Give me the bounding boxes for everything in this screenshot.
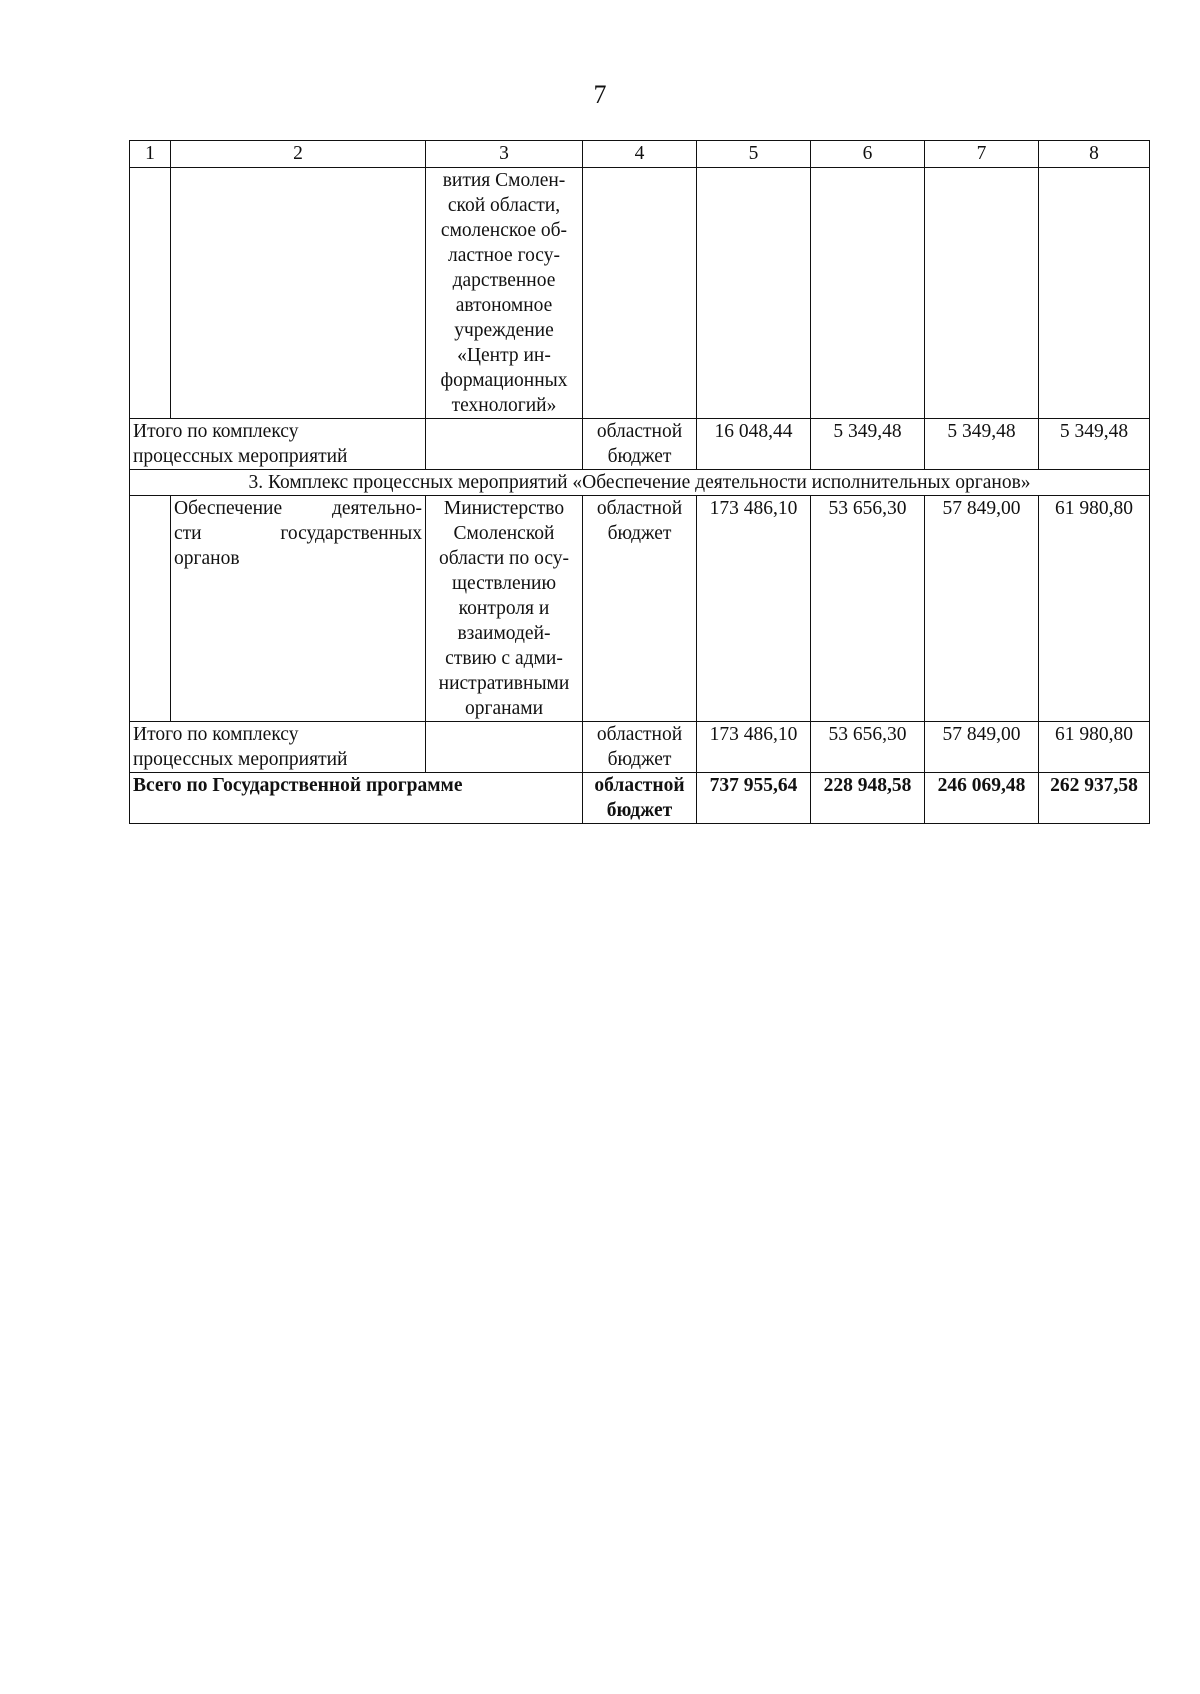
executor-line: контроля и <box>458 598 550 619</box>
executor-line: ской области, <box>447 195 561 216</box>
executor-line: формационных <box>440 370 568 391</box>
funding-source: областной бюджет <box>583 496 697 722</box>
column-number: 6 <box>811 141 925 168</box>
value-year-2: 5 349,48 <box>925 419 1039 470</box>
executor-cell <box>426 496 583 722</box>
executor-line: взаимодей- <box>457 623 551 644</box>
executor-line: Смоленской <box>453 523 555 544</box>
subtotal-label: Итого по комплексу процессных мероприятий <box>130 419 426 470</box>
column-number: 2 <box>171 141 426 168</box>
executor-line: смоленское об- <box>440 220 568 241</box>
executor-line: дарственное <box>452 270 556 291</box>
subtotal-label: Итого по комплексу процессных мероприятий <box>130 722 426 773</box>
grand-total-label: Всего по Государственной программе <box>130 773 583 824</box>
value-year-2: 246 069,48 <box>925 773 1039 824</box>
executor-line: автономное <box>455 295 553 316</box>
column-number: 1 <box>130 141 171 168</box>
section-heading-row <box>130 470 1150 496</box>
value-total: 737 955,64 <box>697 773 811 824</box>
column-number: 5 <box>697 141 811 168</box>
executor-line: технологий» <box>451 395 557 416</box>
value-total: 173 486,10 <box>697 722 811 773</box>
value-year-3: 61 980,80 <box>1039 496 1150 722</box>
value-year-1: 53 656,30 <box>811 496 925 722</box>
value-year-1: 5 349,48 <box>811 419 925 470</box>
executor-line: нистративными <box>438 673 570 694</box>
activity-name: Обеспечение деятельно- сти государственных органов <box>171 496 426 722</box>
value-total: 16 048,44 <box>697 419 811 470</box>
continuation-row <box>130 168 1150 419</box>
executor-line: Министерство <box>443 498 565 519</box>
column-number: 4 <box>583 141 697 168</box>
subtotal-row <box>130 419 1150 470</box>
executor-line: области по осу- <box>439 548 569 569</box>
value-year-3: 262 937,58 <box>1039 773 1150 824</box>
value-year-2: 57 849,00 <box>925 722 1039 773</box>
executor-line: органами <box>464 698 544 719</box>
column-number-row <box>130 141 1150 168</box>
section-title: 3. Комплекс процессных мероприятий «Обеспечение деятельности исполнительных органов» <box>130 470 1150 496</box>
executor-line: «Центр ин- <box>457 345 551 366</box>
value-year-1: 53 656,30 <box>811 722 925 773</box>
subtotal-row <box>130 722 1150 773</box>
value-year-2: 57 849,00 <box>925 496 1039 722</box>
column-number: 7 <box>925 141 1039 168</box>
value-year-3: 5 349,48 <box>1039 419 1150 470</box>
column-number: 3 <box>426 141 583 168</box>
value-total: 173 486,10 <box>697 496 811 722</box>
funding-source: областной бюджет <box>583 773 697 824</box>
executor-line: ществлению <box>451 573 557 594</box>
column-number: 8 <box>1039 141 1150 168</box>
funding-source: областной бюджет <box>583 722 697 773</box>
page-number: 7 <box>593 80 607 109</box>
executor-line: учреждение <box>454 320 554 341</box>
funding-source: областной бюджет <box>583 419 697 470</box>
value-year-1: 228 948,58 <box>811 773 925 824</box>
executor-cell <box>426 168 583 419</box>
executor-line: вития Смолен- <box>442 170 566 191</box>
executor-line: ствию с адми- <box>445 648 563 669</box>
activity-row <box>130 496 1150 722</box>
budget-table <box>129 140 1150 824</box>
grand-total-row <box>130 773 1150 824</box>
value-year-3: 61 980,80 <box>1039 722 1150 773</box>
executor-line: ластное госу- <box>448 245 560 266</box>
